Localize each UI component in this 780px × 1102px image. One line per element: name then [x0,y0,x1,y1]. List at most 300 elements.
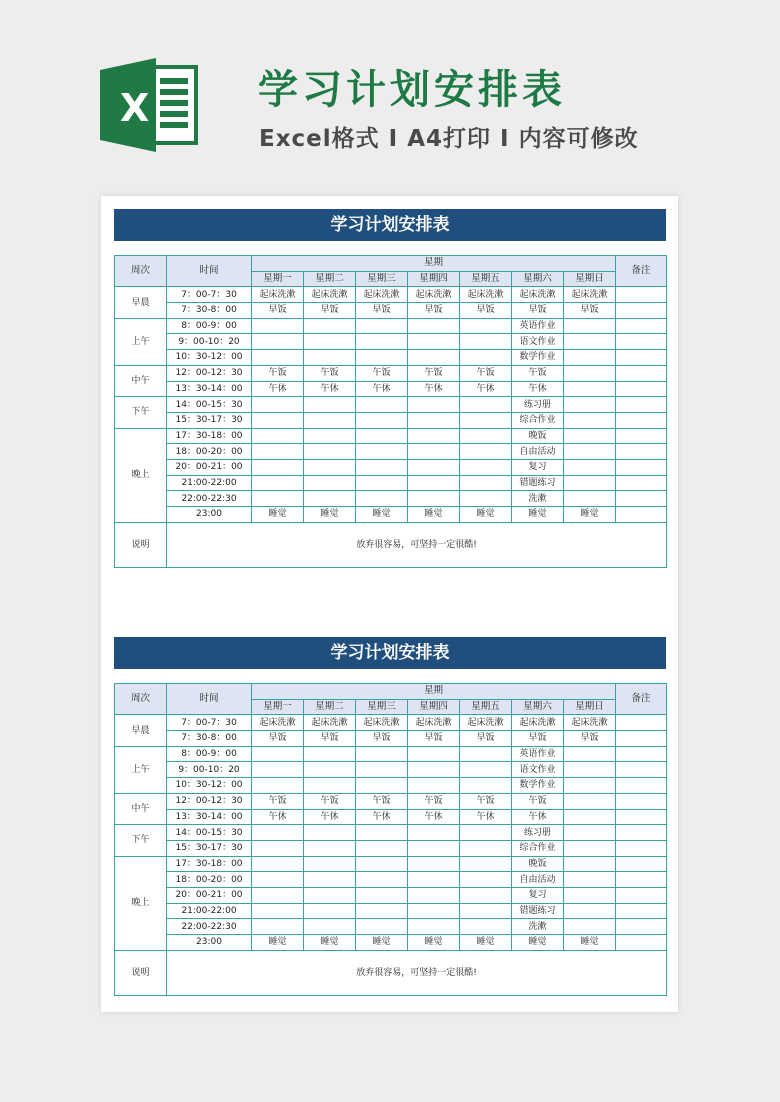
time-cell: 13：30-14：00 [167,809,252,825]
schedule-cell: 午饭 [460,793,512,809]
table-row [115,318,667,334]
schedule-cell: 洗漱 [512,491,564,507]
schedule-cell: 起床洗漱 [564,715,616,731]
schedule-cell: 睡觉 [408,507,460,523]
schedule-cell: 睡觉 [512,935,564,951]
schedule-cell: 睡觉 [408,935,460,951]
schedule-cell: 早饭 [460,731,512,747]
schedule-cell [408,872,460,888]
schedule-cell: 起床洗漱 [252,287,304,303]
schedule-cell: 睡觉 [304,507,356,523]
table-row [115,856,667,872]
header-day: 星期二 [304,271,356,287]
schedule-cell [304,746,356,762]
schedule-cell: 午休 [304,809,356,825]
schedule-cell: 早饭 [564,731,616,747]
time-cell: 8：00-9：00 [167,318,252,334]
schedule-cell [356,840,408,856]
schedule-cell [356,397,408,413]
schedule-cell: 午饭 [512,793,564,809]
table-row [115,507,667,523]
schedule-cell: 午休 [408,809,460,825]
table-row [115,303,667,319]
schedule-cell [252,856,304,872]
time-cell: 22:00-22:30 [167,919,252,935]
schedule-cell: 起床洗漱 [460,715,512,731]
schedule-cell [460,856,512,872]
remark-cell [616,731,667,747]
table-row [115,334,667,350]
table-row [115,350,667,366]
schedule-cell: 数学作业 [512,778,564,794]
header-day: 星期日 [564,699,616,715]
schedule-cell [460,459,512,475]
time-cell: 17：30-18：00 [167,428,252,444]
table-row [115,746,667,762]
schedule-cell: 午饭 [304,365,356,381]
schedule-cell [356,762,408,778]
schedule-cell: 早饭 [356,303,408,319]
header-day: 星期六 [512,699,564,715]
schedule-cell: 语文作业 [512,334,564,350]
table-row [115,840,667,856]
schedule-cell [408,825,460,841]
schedule-cell [304,840,356,856]
schedule-cell [356,428,408,444]
header-remark: 备注 [616,684,667,715]
note-row [115,950,667,995]
schedule-cell [564,919,616,935]
table-row [115,381,667,397]
time-cell: 20：00-21：00 [167,887,252,903]
schedule-cell [356,334,408,350]
schedule-cell [252,872,304,888]
header-day: 星期四 [408,271,460,287]
schedule-cell: 早饭 [460,303,512,319]
table-row [115,872,667,888]
schedule-cell [460,318,512,334]
table-row [115,491,667,507]
schedule-cell [252,459,304,475]
schedule-cell: 复习 [512,887,564,903]
page-subtitle: Excel格式 I A4打印 I 内容可修改 [259,126,639,152]
period-label: 下午 [115,825,167,856]
time-cell: 23:00 [167,507,252,523]
excel-icon-letter: X [120,86,150,130]
header-zhouci: 周次 [115,256,167,287]
header-week: 星期 [252,684,616,700]
schedule-cell [460,746,512,762]
schedule-cell [252,919,304,935]
header-day: 星期四 [408,699,460,715]
remark-cell [616,809,667,825]
schedule-cell [304,856,356,872]
schedule-cell: 起床洗漱 [252,715,304,731]
schedule-cell [460,840,512,856]
remark-cell [616,856,667,872]
header-day: 星期六 [512,271,564,287]
time-cell: 20：00-21：00 [167,459,252,475]
schedule-cell [408,412,460,428]
schedule-cell [304,459,356,475]
schedule-cell [564,793,616,809]
schedule-cell: 早饭 [304,731,356,747]
schedule-cell [252,840,304,856]
schedule-cell: 睡觉 [564,507,616,523]
schedule-cell: 午休 [356,381,408,397]
schedule-cell [304,872,356,888]
remark-cell [616,919,667,935]
table-row [115,444,667,460]
time-cell: 9：00-10：20 [167,334,252,350]
schedule-cell [304,825,356,841]
schedule-cell: 午饭 [356,365,408,381]
schedule-cell [564,840,616,856]
schedule-cell [304,412,356,428]
remark-cell [616,381,667,397]
table-row [115,715,667,731]
schedule-cell: 早饭 [304,303,356,319]
table-row [115,459,667,475]
table-row [115,365,667,381]
schedule-cell [408,840,460,856]
remark-cell [616,507,667,523]
schedule-cell [564,903,616,919]
table-row [115,412,667,428]
schedule-cell: 午休 [460,809,512,825]
period-label: 中午 [115,365,167,396]
schedule-cell [408,334,460,350]
schedule-cell [460,428,512,444]
schedule-cell: 早饭 [512,303,564,319]
schedule-cell: 早饭 [356,731,408,747]
header-day: 星期三 [356,699,408,715]
header-zhouci: 周次 [115,684,167,715]
schedule-cell: 午饭 [252,365,304,381]
schedule-cell: 起床洗漱 [356,715,408,731]
schedule-cell [460,825,512,841]
schedule-cell [564,762,616,778]
period-label: 下午 [115,397,167,428]
schedule-cell [460,872,512,888]
schedule-cell [356,412,408,428]
period-label: 晚上 [115,856,167,950]
remark-cell [616,318,667,334]
schedule-block [114,637,666,996]
header-row [115,256,667,272]
schedule-cell [304,334,356,350]
note-label: 说明 [115,522,167,567]
schedule-cell [564,444,616,460]
table-row [115,778,667,794]
schedule-cell: 早饭 [408,303,460,319]
schedule-cell [408,919,460,935]
time-cell: 9：00-10：20 [167,762,252,778]
header [0,0,780,190]
remark-cell [616,412,667,428]
schedule-cell [356,887,408,903]
schedule-cell: 练习册 [512,825,564,841]
schedule-cell: 睡觉 [460,507,512,523]
schedule-cell [304,397,356,413]
schedule-cell: 语文作业 [512,762,564,778]
note-label: 说明 [115,950,167,995]
time-cell: 21:00-22:00 [167,475,252,491]
remark-cell [616,793,667,809]
header-day: 星期二 [304,699,356,715]
time-cell: 18：00-20：00 [167,444,252,460]
schedule-cell: 练习册 [512,397,564,413]
schedule-cell [304,919,356,935]
remark-cell [616,365,667,381]
table-row [115,919,667,935]
schedule-cell [564,318,616,334]
schedule-cell: 午饭 [460,365,512,381]
schedule-cell [460,903,512,919]
schedule-title: 学习计划安排表 [114,637,666,669]
table-row [115,935,667,951]
remark-cell [616,887,667,903]
schedule-cell [304,903,356,919]
schedule-cell [252,475,304,491]
schedule-cell [564,825,616,841]
schedule-cell: 综合作业 [512,840,564,856]
schedule-cell [408,903,460,919]
schedule-cell [460,762,512,778]
schedule-cell [356,459,408,475]
schedule-cell [460,350,512,366]
schedule-cell: 睡觉 [356,935,408,951]
schedule-cell [408,762,460,778]
schedule-cell [408,887,460,903]
schedule-cell: 起床洗漱 [512,715,564,731]
schedule-cell [460,887,512,903]
time-cell: 17：30-18：00 [167,856,252,872]
schedule-cell [408,397,460,413]
schedule-cell: 睡觉 [356,507,408,523]
schedule-cell [564,397,616,413]
time-cell: 21:00-22:00 [167,903,252,919]
schedule-cell [304,887,356,903]
schedule-cell: 午饭 [408,793,460,809]
schedule-cell: 午饭 [304,793,356,809]
schedule-cell: 起床洗漱 [512,287,564,303]
schedule-title: 学习计划安排表 [114,209,666,241]
schedule-cell: 午休 [304,381,356,397]
table-row [115,825,667,841]
period-label: 上午 [115,318,167,365]
schedule-cell [564,381,616,397]
header-day: 星期一 [252,271,304,287]
schedule-cell [564,856,616,872]
schedule-cell: 起床洗漱 [408,287,460,303]
schedule-cell [304,475,356,491]
time-cell: 14：00-15：30 [167,825,252,841]
schedule-cell [408,491,460,507]
schedule-cell [356,903,408,919]
time-cell: 14：00-15：30 [167,397,252,413]
remark-cell [616,475,667,491]
schedule-cell: 午饭 [252,793,304,809]
remark-cell [616,935,667,951]
schedule-cell [564,350,616,366]
time-cell: 7：00-7：30 [167,287,252,303]
schedule-cell [356,475,408,491]
schedule-cell: 早饭 [252,303,304,319]
time-cell: 22:00-22:30 [167,491,252,507]
schedule-cell: 错题练习 [512,475,564,491]
schedule-cell: 英语作业 [512,746,564,762]
schedule-cell [460,491,512,507]
schedule-cell: 错题练习 [512,903,564,919]
schedule-cell [304,428,356,444]
excel-icon [100,58,200,152]
table-row [115,475,667,491]
schedule-cell [252,318,304,334]
schedule-cell [460,778,512,794]
schedule-cell: 起床洗漱 [356,287,408,303]
remark-cell [616,872,667,888]
schedule-cell [408,318,460,334]
header-week: 星期 [252,256,616,272]
note-row [115,522,667,567]
schedule-cell: 起床洗漱 [304,287,356,303]
header-time: 时间 [167,256,252,287]
schedule-cell [356,856,408,872]
period-label: 晚上 [115,428,167,522]
schedule-cell [252,762,304,778]
schedule-cell [564,365,616,381]
schedule-cell: 睡觉 [564,935,616,951]
header-time: 时间 [167,684,252,715]
schedule-cell: 睡觉 [460,935,512,951]
time-cell: 10：30-12：00 [167,350,252,366]
table-row [115,731,667,747]
remark-cell [616,444,667,460]
schedule-cell [356,778,408,794]
schedule-cell [252,428,304,444]
schedule-cell: 午休 [408,381,460,397]
schedule-cell: 数学作业 [512,350,564,366]
schedule-cell [408,459,460,475]
schedule-cell: 起床洗漱 [460,287,512,303]
schedule-cell: 早饭 [564,303,616,319]
schedule-table [114,255,667,568]
table-row [115,809,667,825]
schedule-cell [304,318,356,334]
schedule-cell [460,334,512,350]
time-cell: 12：00-12：30 [167,793,252,809]
schedule-cell: 睡觉 [512,507,564,523]
time-cell: 8：00-9：00 [167,746,252,762]
table-row [115,793,667,809]
schedule-cell: 早饭 [408,731,460,747]
remark-cell [616,459,667,475]
note-text: 放弃很容易，可坚持一定很酷! [167,522,667,567]
schedule-cell [356,746,408,762]
table-row [115,903,667,919]
schedule-cell [252,350,304,366]
schedule-cell: 午休 [512,381,564,397]
schedule-cell [408,444,460,460]
schedule-cell [252,397,304,413]
schedule-cell [252,887,304,903]
remark-cell [616,840,667,856]
schedule-cell [304,778,356,794]
table-row [115,762,667,778]
period-label: 中午 [115,793,167,824]
schedule-cell [252,334,304,350]
schedule-cell: 睡觉 [252,935,304,951]
schedule-cell: 早饭 [252,731,304,747]
schedule-cell [356,872,408,888]
remark-cell [616,746,667,762]
time-cell: 23:00 [167,935,252,951]
schedule-cell [252,412,304,428]
period-label: 早晨 [115,287,167,318]
schedule-cell [356,350,408,366]
schedule-cell: 晚饭 [512,856,564,872]
schedule-cell: 午休 [356,809,408,825]
schedule-cell [460,475,512,491]
schedule-cell [304,491,356,507]
remark-cell [616,397,667,413]
time-cell: 18：00-20：00 [167,872,252,888]
schedule-cell [304,350,356,366]
schedule-cell [564,334,616,350]
schedule-cell [252,903,304,919]
table-row [115,397,667,413]
time-cell: 10：30-12：00 [167,778,252,794]
schedule-cell: 起床洗漱 [408,715,460,731]
page-title: 学习计划安排表 [258,67,566,113]
schedule-cell [564,809,616,825]
schedule-cell [564,491,616,507]
schedule-cell [460,412,512,428]
table-row [115,887,667,903]
table-row [115,287,667,303]
header-day: 星期一 [252,699,304,715]
schedule-cell [564,746,616,762]
time-cell: 15：30-17：30 [167,412,252,428]
time-cell: 7：00-7：30 [167,715,252,731]
table-row [115,428,667,444]
schedule-cell [408,778,460,794]
remark-cell [616,778,667,794]
schedule-cell [408,350,460,366]
schedule-cell [564,872,616,888]
schedule-cell [252,746,304,762]
schedule-cell [564,475,616,491]
schedule-cell: 午饭 [356,793,408,809]
schedule-cell [408,856,460,872]
schedule-cell: 午休 [512,809,564,825]
schedule-cell: 自由活动 [512,444,564,460]
schedule-cell [564,778,616,794]
schedule-cell: 英语作业 [512,318,564,334]
remark-cell [616,903,667,919]
remark-cell [616,762,667,778]
remark-cell [616,428,667,444]
time-cell: 7：30-8：00 [167,303,252,319]
schedule-cell [356,491,408,507]
schedule-cell [564,428,616,444]
schedule-cell: 午休 [460,381,512,397]
schedule-cell: 睡觉 [252,507,304,523]
period-label: 早晨 [115,715,167,746]
header-day: 星期三 [356,271,408,287]
header-day: 星期五 [460,699,512,715]
